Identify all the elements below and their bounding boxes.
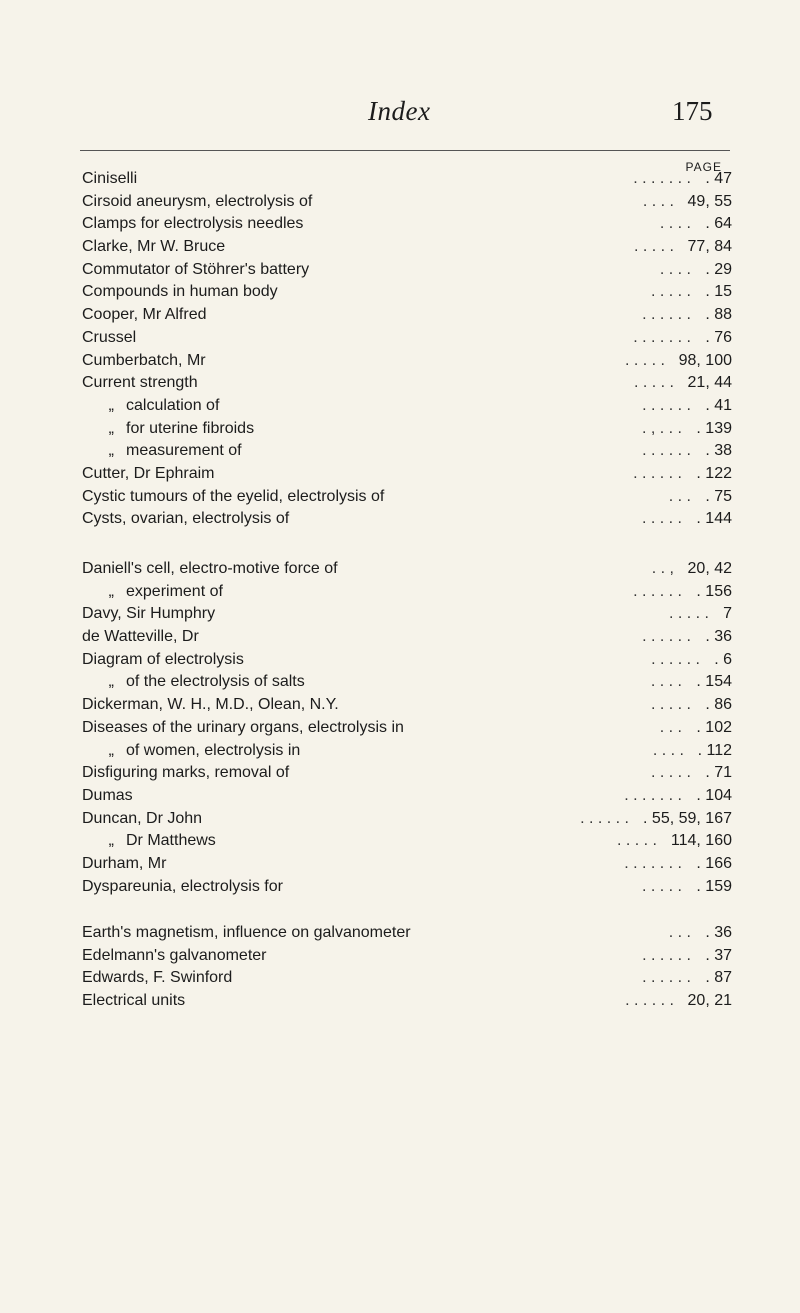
entry-text: Daniell's cell, electro-motive force of <box>82 560 338 577</box>
index-entry <box>82 463 742 486</box>
entry-page: . 36 <box>705 924 732 941</box>
entry-label <box>82 191 312 214</box>
entry-label <box>82 236 225 259</box>
leader-dots: . . . . . . <box>642 396 691 414</box>
index-entry <box>82 281 742 304</box>
entry-page: . 86 <box>705 696 732 714</box>
entry-label <box>82 945 267 968</box>
entry-text: for uterine fibroids <box>126 419 255 437</box>
entry-label <box>82 853 166 876</box>
index-entry <box>82 508 742 531</box>
index-entry <box>82 990 742 1013</box>
leader-dots: . . . . . <box>650 696 691 714</box>
entry-text: Dyspareunia, electrolysis for <box>82 877 283 895</box>
entry-label <box>82 694 339 717</box>
entry-page: 98, 100 <box>678 351 732 369</box>
entry-label <box>82 508 289 531</box>
entry-text: Compounds in human body <box>82 283 278 301</box>
leader-dots: . . . . . . <box>580 809 629 827</box>
leader-dots: . . . . . <box>641 877 682 895</box>
entry-text: experiment of <box>126 582 223 600</box>
ditto-mark: „ <box>108 442 114 460</box>
index-section-e <box>82 922 742 1013</box>
entry-page: . 47 <box>705 170 732 187</box>
index-entry <box>82 191 742 214</box>
entry-page: . 166 <box>696 854 732 872</box>
index-entry <box>82 486 742 509</box>
ditto-mark: „ <box>108 741 114 759</box>
leader-dots: . . . . . . <box>642 969 691 987</box>
entry-page: . 37 <box>705 946 732 964</box>
leader-dots: . . . <box>668 487 691 505</box>
entry-page: . 38 <box>705 442 732 460</box>
entry-text: Duncan, Dr John <box>82 809 203 827</box>
entry-label <box>82 603 215 626</box>
entry-page: . 71 <box>705 764 732 782</box>
leader-dots: . . . . . . <box>642 946 691 964</box>
entry-page: . 36 <box>705 628 732 646</box>
entry-text: Earth's magnetism, influence on galvanometer <box>82 924 411 941</box>
leader-dots: . . . <box>668 924 691 941</box>
entry-label <box>82 486 384 509</box>
leader-dots: . . . . . . <box>625 992 674 1010</box>
entry-text: Cysts, ovarian, electrolysis of <box>82 510 290 528</box>
entry-page: . 139 <box>696 419 732 437</box>
entry-text: Cooper, Mr Alfred <box>82 306 207 324</box>
entry-text: Current strength <box>82 374 198 392</box>
leader-dots: . . . . . <box>616 832 657 850</box>
entry-page: . 154 <box>696 673 732 691</box>
index-entry <box>82 418 742 441</box>
index-section-d <box>82 558 742 898</box>
entry-text: of women, electrolysis in <box>126 741 301 759</box>
entry-text: Dickerman, W. H., M.D., Olean, N.Y. <box>82 696 339 714</box>
entry-label <box>82 717 404 740</box>
leader-dots: . . . . . <box>641 510 682 528</box>
entry-text: Diseases of the urinary organs, electrolysis in <box>82 718 404 736</box>
leader-dots: . . . <box>659 718 682 736</box>
entry-label <box>82 304 207 327</box>
index-entry <box>82 327 742 350</box>
entry-label <box>82 558 338 581</box>
leader-dots: . . . . . . . <box>624 786 682 804</box>
index-entry <box>82 785 742 808</box>
index-entry <box>82 671 742 694</box>
entry-page: . 104 <box>696 786 732 804</box>
entry-label <box>82 213 303 236</box>
entry-label <box>82 372 198 395</box>
entry-text: Disfiguring marks, removal of <box>82 764 290 782</box>
index-entry <box>82 649 742 672</box>
index-entry <box>82 304 742 327</box>
entry-text: Edelmann's galvanometer <box>82 946 267 964</box>
index-entry <box>82 168 742 191</box>
running-title: Index <box>368 96 431 126</box>
leader-dots: . . . . <box>659 215 691 233</box>
entry-text: measurement of <box>126 442 242 460</box>
leader-dots: . . . . . . <box>642 442 691 460</box>
entry-text: Crussel <box>82 328 137 346</box>
entry-page: . 122 <box>696 464 732 482</box>
leader-dots: . . . . . . <box>633 582 682 600</box>
entry-text: de Watteville, Dr <box>82 628 199 646</box>
entry-label <box>82 626 199 649</box>
index-entry <box>82 967 742 990</box>
entry-page: . 41 <box>705 396 732 414</box>
page-number: 175 <box>672 96 713 126</box>
entry-page: 49, 55 <box>687 192 732 210</box>
leader-dots: . . . . . . . <box>633 170 691 187</box>
entry-label <box>82 463 214 486</box>
entry-text: Cystic tumours of the eyelid, electrolysis of <box>82 487 385 505</box>
header-rule <box>80 150 730 151</box>
index-entry <box>82 694 742 717</box>
index-entry <box>82 945 742 968</box>
leader-dots: . . . . . <box>650 283 691 301</box>
entry-label <box>82 808 202 831</box>
leader-dots: . . . . . . <box>633 464 682 482</box>
index-entry <box>82 603 742 626</box>
leader-dots: . . . . <box>642 192 674 210</box>
entry-text: calculation of <box>126 396 220 414</box>
entry-page: . 88 <box>705 306 732 324</box>
index-entry <box>82 922 742 945</box>
leader-dots: . . , <box>651 560 674 577</box>
index-entry <box>82 395 742 418</box>
leader-dots: . . . . . . <box>642 628 691 646</box>
entry-text: Clarke, Mr W. Bruce <box>82 238 226 256</box>
entry-page: 20, 21 <box>687 992 732 1010</box>
leader-dots: . . . . <box>652 741 684 759</box>
index-entry <box>82 350 742 373</box>
leader-dots: . . . . . . . <box>624 854 682 872</box>
index-entry <box>82 372 742 395</box>
index-section-c <box>82 168 742 531</box>
entry-page: . 76 <box>705 328 732 346</box>
entry-label <box>82 168 137 191</box>
index-entry <box>82 762 742 785</box>
entry-label <box>82 418 254 441</box>
entry-text: Davy, Sir Humphry <box>82 605 216 623</box>
entry-label <box>82 395 219 418</box>
entry-text: Clamps for electrolysis needles <box>82 215 304 233</box>
entry-label <box>82 740 300 763</box>
entry-text: Cumberbatch, Mr <box>82 351 206 369</box>
index-entry <box>82 853 742 876</box>
leader-dots: . . . . . . <box>651 650 700 668</box>
leader-dots: . . . . . <box>633 374 674 392</box>
entry-text: of the electrolysis of salts <box>126 673 305 691</box>
leader-dots: . . . . . . . <box>633 328 691 346</box>
entry-text: Edwards, F. Swinford <box>82 969 233 987</box>
entry-text: Durham, Mr <box>82 854 167 872</box>
entry-label <box>82 649 244 672</box>
entry-page: . 55, 59, 167 <box>643 809 732 827</box>
ditto-mark: „ <box>108 673 114 691</box>
entry-text: Cutter, Dr Ephraim <box>82 464 215 482</box>
ditto-mark: „ <box>108 396 114 414</box>
entry-label <box>82 581 223 604</box>
entry-label <box>82 671 305 694</box>
leader-dots: . . . . . <box>633 238 674 256</box>
entry-page: . 75 <box>705 487 732 505</box>
entry-page: . 102 <box>696 718 732 736</box>
leader-dots: . . . . <box>650 673 682 691</box>
leader-dots: . . . . . <box>624 351 665 369</box>
entry-label <box>82 281 278 304</box>
ditto-mark: „ <box>108 419 114 437</box>
leader-dots: . , . . . <box>641 419 682 437</box>
page-column-heading: PAGE <box>685 160 722 174</box>
entry-page: . 29 <box>705 260 732 278</box>
entry-page: . 15 <box>705 283 732 301</box>
page-header <box>0 96 800 136</box>
entry-label <box>82 762 289 785</box>
index-entry <box>82 876 742 899</box>
entry-page: . 64 <box>705 215 732 233</box>
leader-dots: . . . . . . <box>642 306 691 324</box>
entry-label <box>82 990 185 1013</box>
entry-label <box>82 327 136 350</box>
entry-page: . 6 <box>714 650 732 668</box>
leader-dots: . . . . . <box>668 605 709 623</box>
entry-text: Diagram of electrolysis <box>82 650 244 668</box>
ditto-mark: „ <box>108 582 114 600</box>
index-entry <box>82 581 742 604</box>
entry-text: Ciniselli <box>82 170 138 187</box>
index-entry <box>82 558 742 581</box>
entry-page: 114, 160 <box>670 832 732 850</box>
entry-page: 7 <box>723 605 732 623</box>
entry-page: 21, 44 <box>687 374 732 392</box>
index-entry <box>82 440 742 463</box>
entry-label <box>82 830 216 853</box>
leader-dots: . . . . <box>659 260 691 278</box>
index-entry <box>82 236 742 259</box>
entry-label <box>82 922 411 945</box>
entry-text: Dumas <box>82 786 133 804</box>
index-entry <box>82 259 742 282</box>
entry-label <box>82 967 232 990</box>
leader-dots: . . . . . <box>650 764 691 782</box>
index-entry <box>82 808 742 831</box>
entry-page: . 156 <box>696 582 732 600</box>
entry-text: Cirsoid aneurysm, electrolysis of <box>82 192 313 210</box>
entry-label <box>82 350 206 373</box>
entry-label <box>82 876 283 899</box>
entry-page: 77, 84 <box>687 238 732 256</box>
entry-label <box>82 440 242 463</box>
entry-page: . 144 <box>696 510 732 528</box>
entry-text: Electrical units <box>82 992 186 1010</box>
index-entry <box>82 830 742 853</box>
index-entry <box>82 740 742 763</box>
entry-page: . 159 <box>696 877 732 895</box>
entry-text: Dr Matthews <box>126 832 216 850</box>
entry-text: Commutator of Stöhrer's battery <box>82 260 310 278</box>
index-entry <box>82 213 742 236</box>
entry-label <box>82 785 133 808</box>
entry-page: . 112 <box>697 741 732 759</box>
entry-page: 20, 42 <box>687 560 732 577</box>
entry-label <box>82 259 309 282</box>
ditto-mark: „ <box>108 832 114 850</box>
index-entry <box>82 626 742 649</box>
entry-page: . 87 <box>705 969 732 987</box>
index-entry <box>82 717 742 740</box>
